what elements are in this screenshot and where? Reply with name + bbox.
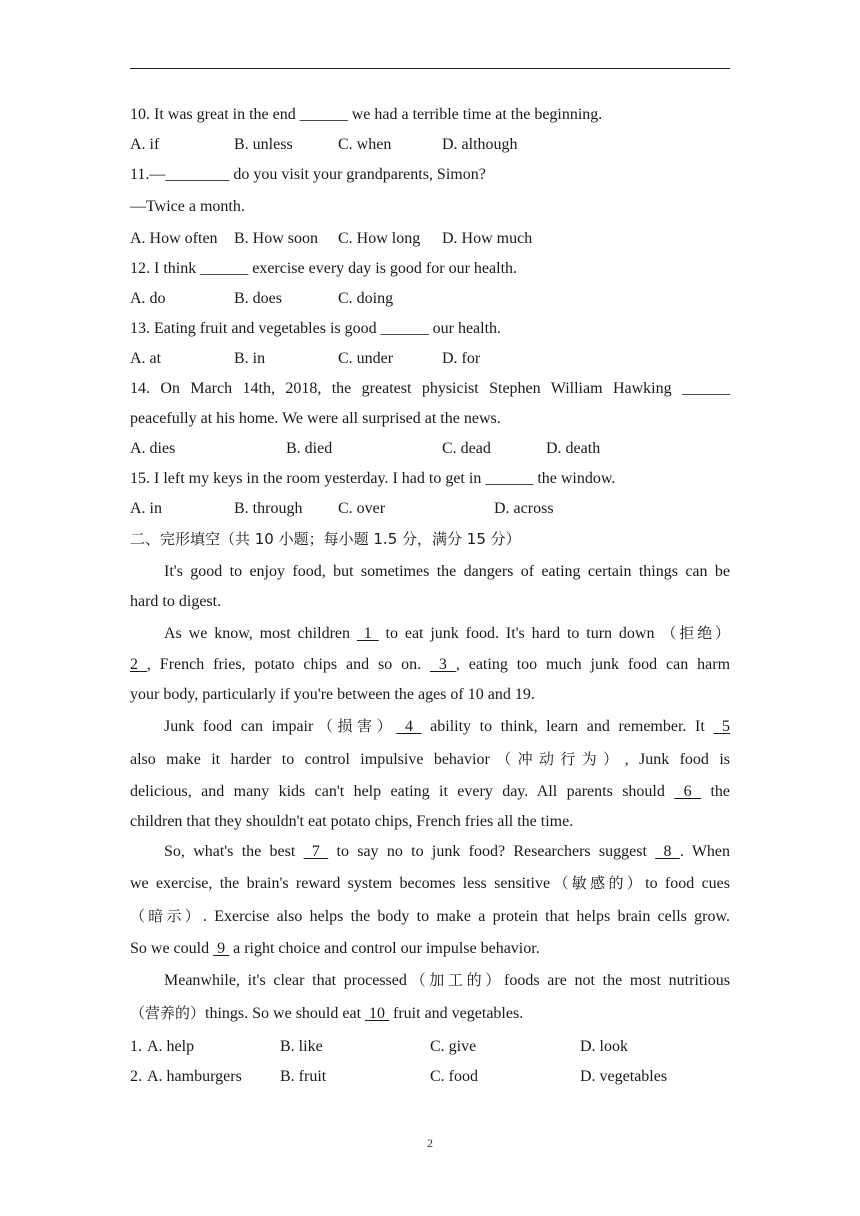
option-d: D. although xyxy=(442,136,518,153)
passage-line: （营养的）things. So we should eat 10 fruit and vegetables. xyxy=(130,1004,524,1022)
option-d: D. look xyxy=(580,1038,628,1055)
option-b: B. How soon xyxy=(234,230,319,247)
option-a: A. help xyxy=(147,1038,195,1055)
option-a: A. How often xyxy=(130,230,218,247)
cloze-number: 1. xyxy=(130,1038,142,1055)
section-heading: 二、完形填空（共 10 小题；每小题 1.5 分，满分 15 分） xyxy=(130,530,521,548)
blank-9: 9 xyxy=(213,940,230,957)
passage-line: 2 , French fries, potato chips and so on. 3 , eating too much junk food can harm xyxy=(130,656,731,673)
option-c: C. dead xyxy=(442,440,491,457)
question-14-stem-line1: 14. On March 14th, 2018, the greatest physicist Stephen William Hawking ______ xyxy=(130,380,730,397)
page-number: 2 xyxy=(427,1136,433,1150)
option-b: B. unless xyxy=(234,136,293,153)
passage-line: It's good to enjoy food, but sometimes the dangers of eating certain things can be xyxy=(164,563,730,580)
option-a: A. if xyxy=(130,136,160,153)
passage-line: delicious, and many kids can't help eating it every day. All parents should 6 the xyxy=(130,783,731,800)
option-a: A. dies xyxy=(130,440,176,457)
option-d: D. How much xyxy=(442,230,533,247)
blank-7: 7 xyxy=(303,843,329,860)
passage-line: So we could 9 a right choice and control our impulse behavior. xyxy=(130,940,540,957)
passage-line: also make it harder to control impulsive behavior（冲动行为）, Junk food is xyxy=(130,750,730,768)
option-d: D. vegetables xyxy=(580,1068,668,1085)
option-c: C. doing xyxy=(338,290,394,307)
option-b: B. in xyxy=(234,350,266,367)
option-d: D. for xyxy=(442,350,481,367)
option-a: A. do xyxy=(130,290,166,307)
question-11-reply: —Twice a month. xyxy=(130,198,245,215)
option-a: A. at xyxy=(130,350,162,367)
option-b: B. fruit xyxy=(280,1068,327,1085)
blank-3: 3 xyxy=(430,656,456,673)
passage-line: your body, particularly if you're between the ages of 10 and 19. xyxy=(130,686,535,703)
option-c: C. give xyxy=(430,1038,477,1055)
passage-line: As we know, most children 1 to eat junk food. It's hard to turn down （拒绝） xyxy=(164,624,730,642)
option-c: C. How long xyxy=(338,230,421,247)
question-10-stem: 10. It was great in the end ______ we had a terrible time at the beginning. xyxy=(130,106,603,123)
question-12-stem: 12. I think ______ exercise every day is good for our health. xyxy=(130,260,518,277)
option-c: C. when xyxy=(338,136,392,153)
option-c: C. food xyxy=(430,1068,478,1085)
option-b: B. through xyxy=(234,500,303,517)
option-c: C. under xyxy=(338,350,394,367)
question-14-stem-line2: peacefully at his home. We were all surprised at the news. xyxy=(130,410,501,427)
blank-8: 8 xyxy=(655,843,680,860)
passage-line: Meanwhile, it's clear that processed（加工的）foods are not the most nutritious xyxy=(164,971,730,989)
passage-line: Junk food can impair（损害） 4 ability to think, learn and remember. It 5 xyxy=(164,717,730,735)
option-b: B. does xyxy=(234,290,282,307)
option-d: D. death xyxy=(546,440,601,457)
option-b: B. died xyxy=(286,440,333,457)
option-b: B. like xyxy=(280,1038,323,1055)
passage-line: hard to digest. xyxy=(130,593,222,610)
passage-line: So, what's the best 7 to say no to junk food? Researchers suggest 8 . When xyxy=(164,843,731,860)
passage-line: we exercise, the brain's reward system becomes less sensitive（敏感的）to food cues xyxy=(130,874,730,892)
question-13-stem: 13. Eating fruit and vegetables is good ______ our health. xyxy=(130,320,502,337)
passage-line: children that they shouldn't eat potato chips, French fries all the time. xyxy=(130,813,574,830)
blank-4: 4 xyxy=(396,718,422,735)
option-a: A. hamburgers xyxy=(147,1068,242,1085)
blank-6: 6 xyxy=(674,783,702,800)
blank-5: 5 xyxy=(713,718,730,735)
option-a: A. in xyxy=(130,500,162,517)
blank-2: 2 xyxy=(130,656,147,673)
blank-1: 1 xyxy=(356,625,379,642)
option-d: D. across xyxy=(494,500,554,517)
passage-line: （暗示）. Exercise also helps the body to make a protein that helps brain cells grow. xyxy=(130,907,730,925)
cloze-number: 2. xyxy=(130,1068,142,1085)
option-c: C. over xyxy=(338,500,386,517)
question-15-stem: 15. I left my keys in the room yesterday. I had to get in ______ the window. xyxy=(130,470,616,487)
header-rule xyxy=(130,68,730,69)
question-11-stem: 11.—________ do you visit your grandparents, Simon? xyxy=(130,166,486,183)
blank-10: 10 xyxy=(365,1005,390,1022)
